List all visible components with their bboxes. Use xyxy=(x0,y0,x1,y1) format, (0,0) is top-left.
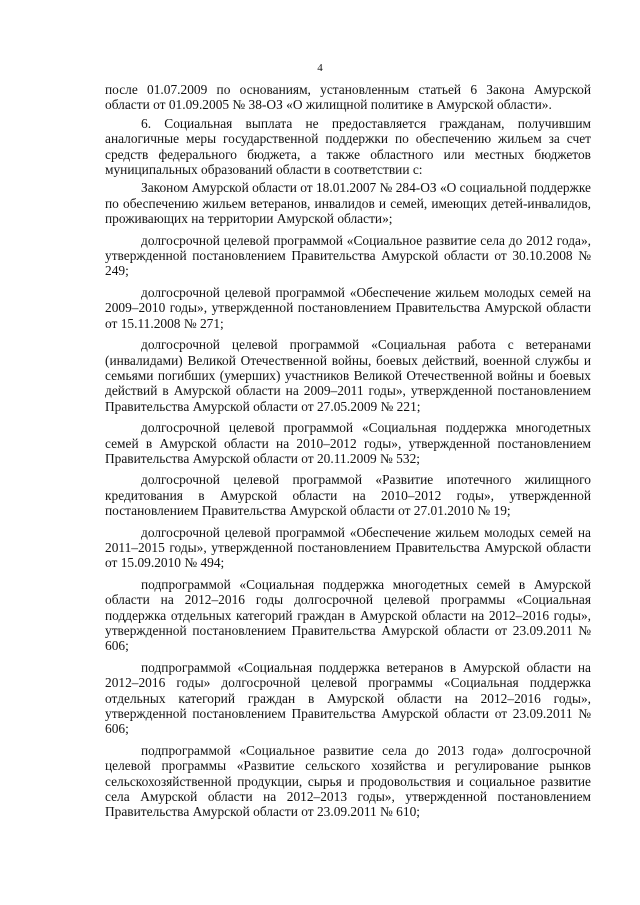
paragraph-clause-6: 6. Социальная выплата не предоставляется гражданам, получившим аналогичные меры государственной поддержки по обеспечению жильем за счет средств федерального бюджета, а также областного или местных бюджетов муниципальных образований области в соответствии с: xyxy=(105,115,591,178)
list-item-subprogram-610: подпрограммой «Социальное развитие села до 2013 года» долгосрочной целевой программы «Развитие сельского хозяйства и регулирование рынков сельскохозяйственной продукции, сырья и продовольствия и социальное развитие села Амурской области на 2012–2013 годы», утвержденной постановлением Правительства Амурской области от 23.09.2011 № 610; xyxy=(105,742,591,820)
list-item-program-249: долгосрочной целевой программой «Социальное развитие села до 2012 года», утвержденной постановлением Правительства Амурской области от 30.10.2008 № 249; xyxy=(105,232,591,279)
paragraph-continuation: после 01.07.2009 по основаниям, установленным статьей 6 Закона Амурской области от 01.09.2005 № 38-ОЗ «О жилищной политике в Амурской области». xyxy=(105,82,591,113)
list-item-program-19: долгосрочной целевой программой «Развитие ипотечного жилищного кредитования в Амурской области на 2010–2012 годы», утвержденной постановлением Правительства Амурской области от 27.01.2010 № 19; xyxy=(105,472,591,519)
list-item-subprogram-606-veterans: подпрограммой «Социальная поддержка ветеранов в Амурской области на 2012–2016 годы» долгосрочной целевой программы «Социальная поддержка отдельных категорий граждан в Амурской области на 2012–2016 годы», утвержденной постановлением Правительства Амурской области от 23.09.2011 № 606; xyxy=(105,659,591,737)
list-item-subprogram-606-families: подпрограммой «Социальная поддержка многодетных семей в Амурской области на 2012–2016 годы долгосрочной целевой программы «Социальная поддержка отдельных категорий граждан в Амурской области на 2012–2016 годы», утвержденной постановлением Правительства Амурской области от 23.09.2011 № 606; xyxy=(105,576,591,654)
document-body xyxy=(105,82,591,826)
list-item-law-284: Законом Амурской области от 18.01.2007 № 284-ОЗ «О социальной поддержке по обеспечению жильем ветеранов, инвалидов и семей, имеющих детей-инвалидов, проживающих на территории Амурской области»; xyxy=(105,180,591,227)
list-item-program-494: долгосрочной целевой программой «Обеспечение жильем молодых семей на 2011–2015 годы», утвержденной постановлением Правительства Амурской области от 15.09.2010 № 494; xyxy=(105,524,591,571)
list-item-program-532: долгосрочной целевой программой «Социальная поддержка многодетных семей в Амурской области на 2010–2012 годы», утвержденной постановлением Правительства Амурской области от 20.11.2009 № 532; xyxy=(105,420,591,466)
list-item-program-221: долгосрочной целевой программой «Социальная работа с ветеранами (инвалидами) Великой Отечественной войны, боевых действий, военной службы и семьями погибших (умерших) участников Великой Отечественной войны и боевых действий в Амурской области на 2009–2011 годы», утвержденной постановлением Правительства Амурской области от 27.05.2009 № 221; xyxy=(105,337,591,414)
list-item-program-271: долгосрочной целевой программой «Обеспечение жильем молодых семей на 2009–2010 годы», утвержденной постановлением Правительства Амурской области от 15.11.2008 № 271; xyxy=(105,284,591,331)
page-number: 4 xyxy=(317,62,323,74)
